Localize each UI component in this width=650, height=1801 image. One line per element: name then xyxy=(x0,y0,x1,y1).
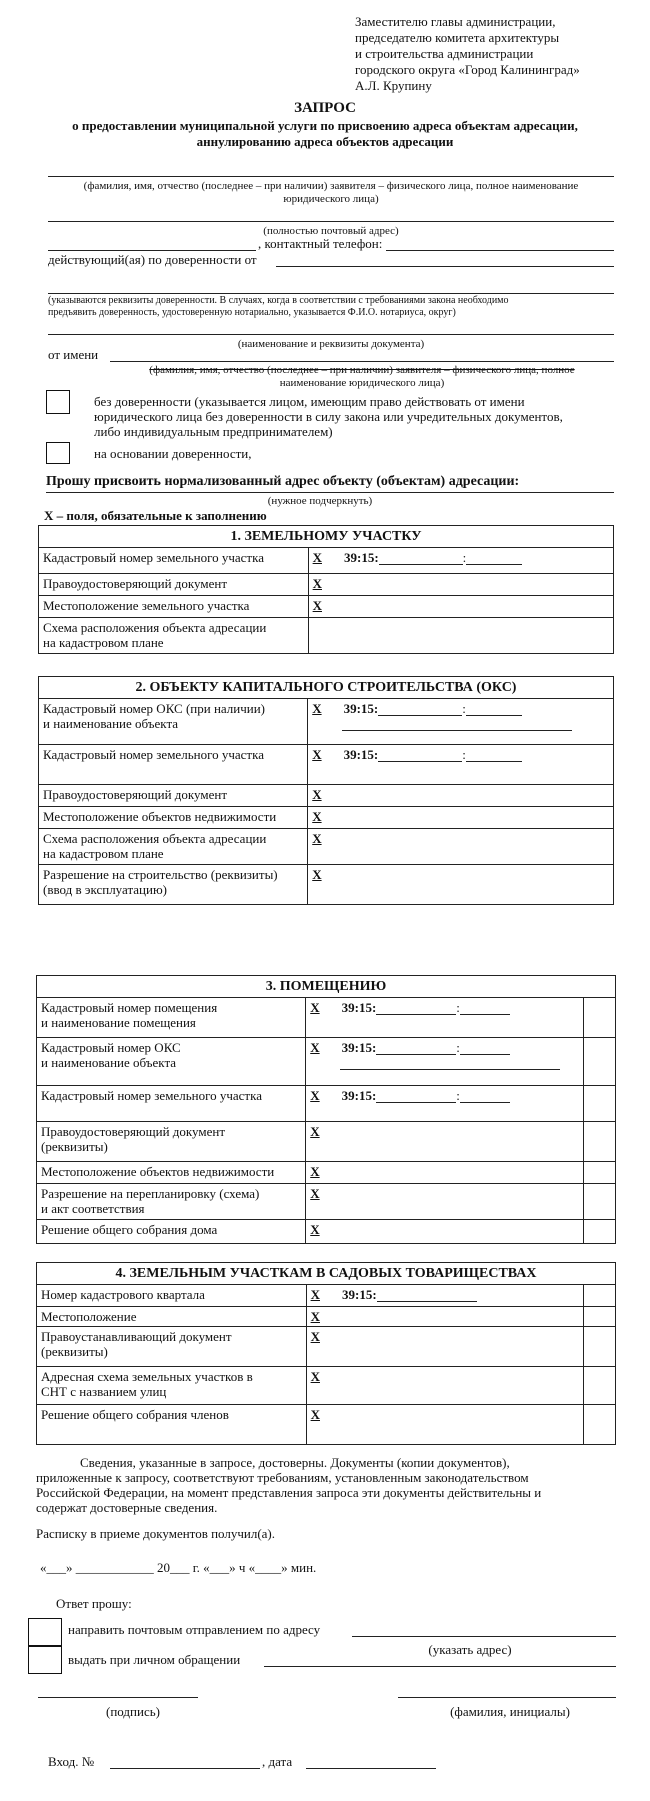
required-mark: X xyxy=(310,1329,320,1344)
answer-label: Ответ прошу: xyxy=(56,1596,132,1611)
proxy-details-field[interactable] xyxy=(48,293,614,294)
row-value[interactable] xyxy=(306,1285,583,1307)
postal-address-field[interactable] xyxy=(48,221,614,222)
proxy-checkbox[interactable] xyxy=(46,442,70,464)
no-proxy-checkbox[interactable] xyxy=(46,390,70,414)
row-value[interactable] xyxy=(306,1122,584,1162)
required-mark: X xyxy=(310,1369,320,1384)
section-header: 1. ЗЕМЕЛЬНОМУ УЧАСТКУ xyxy=(39,526,614,548)
addressee-line: председателю комитета архитектуры xyxy=(355,30,560,45)
hint-line: предъявить доверенность, удостоверенную нотариально, указывается Ф.И.О. нотариуса, округ) xyxy=(48,307,456,318)
signature-field[interactable] xyxy=(38,1697,198,1698)
required-mark: X xyxy=(310,1309,320,1324)
required-mark: X xyxy=(310,1186,320,1201)
proxy-label: действующий(ая) по доверенности от xyxy=(48,252,257,267)
row-label: Местоположение земельного участка xyxy=(39,596,309,618)
row-label-line: (реквизиты) xyxy=(41,1139,108,1154)
kad-prefix: 39:15: xyxy=(341,1040,377,1055)
proxy-date-field[interactable] xyxy=(276,266,614,267)
row-label: Правоудостоверяющий документ xyxy=(39,574,309,596)
subtitle-line: о предоставлении муниципальной услуги по присвоению адреса объектам адресации, xyxy=(72,118,578,133)
row-value[interactable] xyxy=(306,1086,584,1122)
row-label: Номер кадастрового квартала xyxy=(37,1285,307,1307)
row-label-line: Кадастровый номер ОКС xyxy=(41,1040,181,1055)
row-label: Решение общего собрания дома xyxy=(37,1220,306,1244)
row-extra xyxy=(584,1367,616,1405)
row-value[interactable] xyxy=(308,699,614,745)
row-extra xyxy=(584,1086,616,1122)
signature-label: (подпись) xyxy=(106,1704,160,1719)
hint-line: (указываются реквизиты доверенности. В случаях, когда в соответствии с требованиями закона необходимо xyxy=(48,295,509,306)
row-label-line: Схема расположения объекта адресации xyxy=(43,620,267,635)
required-mark: X xyxy=(312,867,322,882)
row-label-line: и наименование объекта xyxy=(41,1055,177,1070)
addressee-line: Заместителю главы администрации, xyxy=(355,14,556,29)
row-label-line: Кадастровый номер помещения xyxy=(41,1000,218,1015)
kad-prefix: 39:15: xyxy=(343,747,379,762)
row-label xyxy=(37,1038,306,1086)
applicant-hint xyxy=(48,180,614,206)
phone-label: , контактный телефон: xyxy=(258,236,383,251)
option-line: юридического лица без доверенности в силу закона или учредительных документов, xyxy=(94,409,563,424)
row-label: Местоположение объектов недвижимости xyxy=(37,1162,306,1184)
row-value[interactable] xyxy=(308,574,613,596)
addressee-line: А.Л. Крупину xyxy=(355,78,432,93)
kad-separator: : xyxy=(462,701,466,716)
hint-line: наименование юридического лица) xyxy=(279,377,445,389)
applicant-name-field[interactable] xyxy=(48,176,614,177)
address-hint: (полностью почтовый адрес) xyxy=(263,225,399,237)
hint-line: (фамилия, имя, отчество (последнее – при наличии) заявителя – физического лица, полное xyxy=(149,364,575,376)
row-label-line: Кадастровый номер ОКС (при наличии) xyxy=(43,701,266,716)
row-value[interactable] xyxy=(306,1220,584,1244)
section-premises-table xyxy=(36,975,616,1244)
section-header: 2. ОБЪЕКТУ КАПИТАЛЬНОГО СТРОИТЕЛЬСТВА (ОКС) xyxy=(39,677,614,699)
row-label: Решение общего собрания членов xyxy=(37,1405,307,1445)
row-value[interactable] xyxy=(308,829,614,865)
kad-separator: : xyxy=(462,550,467,565)
kad-prefix: 39:15: xyxy=(343,701,379,716)
kad-prefix: 39:15: xyxy=(344,550,379,565)
required-mark: X xyxy=(312,576,322,591)
row-label xyxy=(39,699,308,745)
required-mark: X xyxy=(310,1000,320,1015)
answer-personal-label: выдать при личном обращении xyxy=(68,1652,241,1667)
row-extra xyxy=(584,1307,616,1327)
kad-separator: : xyxy=(462,747,466,762)
row-extra xyxy=(584,1162,616,1184)
row-value[interactable] xyxy=(306,1162,584,1184)
kad-separator: : xyxy=(456,1000,460,1015)
section-capital-construction-table xyxy=(38,676,614,905)
required-mark: X xyxy=(312,550,322,565)
kad-prefix: 39:15: xyxy=(341,1000,377,1015)
row-label: Кадастровый номер земельного участка xyxy=(37,1086,306,1122)
row-label-line: Адресная схема земельных участков в xyxy=(41,1369,253,1384)
row-label: Местоположение xyxy=(37,1307,307,1327)
kad-prefix: 39:15: xyxy=(341,1287,377,1302)
addressee-line: и строительства администрации xyxy=(355,46,534,61)
row-label: Правоудостоверяющий документ xyxy=(39,785,308,807)
row-label xyxy=(37,1367,307,1405)
row-label-line: Правоустанавливающий документ xyxy=(41,1329,232,1344)
row-value[interactable] xyxy=(308,596,613,618)
row-label xyxy=(39,829,308,865)
row-extra xyxy=(584,998,616,1038)
required-mark: X xyxy=(312,598,322,613)
option-line: либо индивидуальным предпринимателем) xyxy=(94,424,333,439)
row-label: Местоположение объектов недвижимости xyxy=(39,807,308,829)
answer-mail-label: направить почтовым отправлением по адресу xyxy=(68,1622,321,1637)
row-extra xyxy=(584,1285,616,1307)
row-label: Кадастровый номер земельного участка xyxy=(39,745,308,785)
underline-hint: (нужное подчеркнуть) xyxy=(267,495,373,507)
row-label xyxy=(37,1184,306,1220)
row-value[interactable] xyxy=(306,1307,583,1327)
required-mark: X xyxy=(310,1040,320,1055)
row-extra xyxy=(584,1327,616,1367)
row-label-line: Разрешение на перепланировку (схема) xyxy=(41,1186,260,1201)
required-mark: X xyxy=(312,831,322,846)
row-extra xyxy=(584,1184,616,1220)
section-garden-plots-table xyxy=(36,1262,616,1445)
row-value[interactable] xyxy=(306,998,584,1038)
answer-personal-checkbox[interactable] xyxy=(28,1646,62,1674)
row-value[interactable] xyxy=(306,1327,583,1367)
incoming-label: Вход. № xyxy=(48,1754,95,1769)
request-line: Прошу присвоить нормализованный адрес объекту (объектам) адресации: xyxy=(46,474,520,489)
name-field[interactable] xyxy=(398,1697,616,1698)
row-extra xyxy=(584,1122,616,1162)
statement-text xyxy=(36,1455,616,1515)
kad-prefix: 39:15: xyxy=(341,1088,377,1103)
request-line-underline xyxy=(46,492,614,493)
statement-line: содержат достоверные сведения. xyxy=(36,1500,218,1515)
page-title: ЗАПРОС xyxy=(294,100,356,116)
row-value[interactable] xyxy=(308,865,614,905)
subtitle-line: аннулированию адреса объектов адресации xyxy=(196,134,454,149)
row-value[interactable] xyxy=(308,745,614,785)
required-mark: X xyxy=(310,1164,320,1179)
row-extra xyxy=(584,1220,616,1244)
row-label-line: Схема расположения объекта адресации xyxy=(43,831,267,846)
statement-line: Сведения, указанные в запросе, достоверны. Документы (копии документов), xyxy=(80,1455,510,1470)
on-behalf-hint xyxy=(110,364,614,390)
required-mark: X xyxy=(312,747,322,762)
name-label: (фамилия, инициалы) xyxy=(450,1704,570,1719)
hint-line: (фамилия, имя, отчество (последнее – при наличии) заявителя – физического лица, полное наименование xyxy=(83,180,579,192)
incoming-date-field[interactable] xyxy=(306,1768,436,1769)
on-behalf-field[interactable] xyxy=(110,361,614,362)
section-header: 4. ЗЕМЕЛЬНЫМ УЧАСТКАМ В САДОВЫХ ТОВАРИЩЕСТВАХ xyxy=(37,1263,616,1285)
required-mark: X xyxy=(310,1124,320,1139)
row-value[interactable] xyxy=(306,1367,583,1405)
statement-line: Российской Федерации, на момент представления запроса эти документы действительны и xyxy=(36,1485,542,1500)
required-mark: X xyxy=(310,1088,320,1103)
required-mark: X xyxy=(312,787,322,802)
row-label-line: СНТ с названием улиц xyxy=(41,1384,167,1399)
row-label-line: и акт соответствия xyxy=(41,1201,145,1216)
kad-separator: : xyxy=(456,1088,460,1103)
row-value[interactable] xyxy=(308,785,614,807)
row-label-line: (реквизиты) xyxy=(41,1344,108,1359)
row-label-line: Правоудостоверяющий документ xyxy=(41,1124,226,1139)
row-value[interactable] xyxy=(308,548,613,574)
row-value[interactable] xyxy=(308,618,613,654)
required-mark: X xyxy=(310,1222,320,1237)
row-value[interactable] xyxy=(306,1038,584,1086)
row-label xyxy=(37,1327,307,1367)
row-label xyxy=(39,618,309,654)
row-value[interactable] xyxy=(306,1405,583,1445)
hint-line: юридического лица) xyxy=(283,193,379,205)
row-label-line: на кадастровом плане xyxy=(43,635,164,650)
address-continuation-field[interactable] xyxy=(48,250,256,251)
row-extra xyxy=(584,1405,616,1445)
date-time-line[interactable]: «___» ____________ 20___ г. «___» ч «____» мин. xyxy=(40,1560,317,1575)
option-line: без доверенности (указывается лицом, имеющим право действовать от имени xyxy=(94,394,525,409)
on-behalf-label: от имени xyxy=(48,347,99,362)
phone-field[interactable] xyxy=(386,250,614,251)
row-label: Кадастровый номер земельного участка xyxy=(39,548,309,574)
no-proxy-option xyxy=(94,394,618,439)
incoming-number-field[interactable] xyxy=(110,1768,260,1769)
section-header: 3. ПОМЕЩЕНИЮ xyxy=(37,976,616,998)
section-land-plot-table xyxy=(38,525,614,654)
mail-address-field[interactable] xyxy=(352,1636,616,1637)
required-mark: X xyxy=(310,1287,320,1302)
required-note: X – поля, обязательные к заполнению xyxy=(44,508,267,523)
addressee-line: городского округа «Город Калининград» xyxy=(355,62,580,77)
kad-separator: : xyxy=(456,1040,460,1055)
row-label-line: Разрешение на строительство (реквизиты) xyxy=(43,867,278,882)
row-label xyxy=(37,1122,306,1162)
receipt-line: Расписку в приеме документов получил(а). xyxy=(36,1526,276,1541)
date-label: , дата xyxy=(262,1754,293,1769)
row-label-line: (ввод в эксплуатацию) xyxy=(43,882,168,897)
proxy-option: на основании доверенности, xyxy=(94,446,252,461)
document-field[interactable] xyxy=(48,334,614,335)
proxy-hint xyxy=(48,295,628,319)
addressee-block xyxy=(355,14,615,94)
row-label-line: и наименование объекта xyxy=(43,716,179,731)
required-mark: X xyxy=(312,701,322,716)
row-label-line: на кадастровом плане xyxy=(43,846,164,861)
statement-line: приложенные к запросу, соответствуют требованиям, установленным законодательством xyxy=(36,1470,529,1485)
document-hint: (наименование и реквизиты документа) xyxy=(237,338,425,350)
row-label xyxy=(39,865,308,905)
required-mark: X xyxy=(312,809,322,824)
address-sub-label: (указать адрес) xyxy=(428,1642,512,1657)
row-extra xyxy=(584,1038,616,1086)
row-label xyxy=(37,998,306,1038)
page-subtitle xyxy=(0,118,650,150)
required-mark: X xyxy=(310,1407,320,1422)
row-label-line: и наименование помещения xyxy=(41,1015,196,1030)
personal-pickup-field[interactable] xyxy=(264,1666,616,1667)
answer-mail-checkbox[interactable] xyxy=(28,1618,62,1646)
row-value[interactable] xyxy=(306,1184,584,1220)
row-value[interactable] xyxy=(308,807,614,829)
